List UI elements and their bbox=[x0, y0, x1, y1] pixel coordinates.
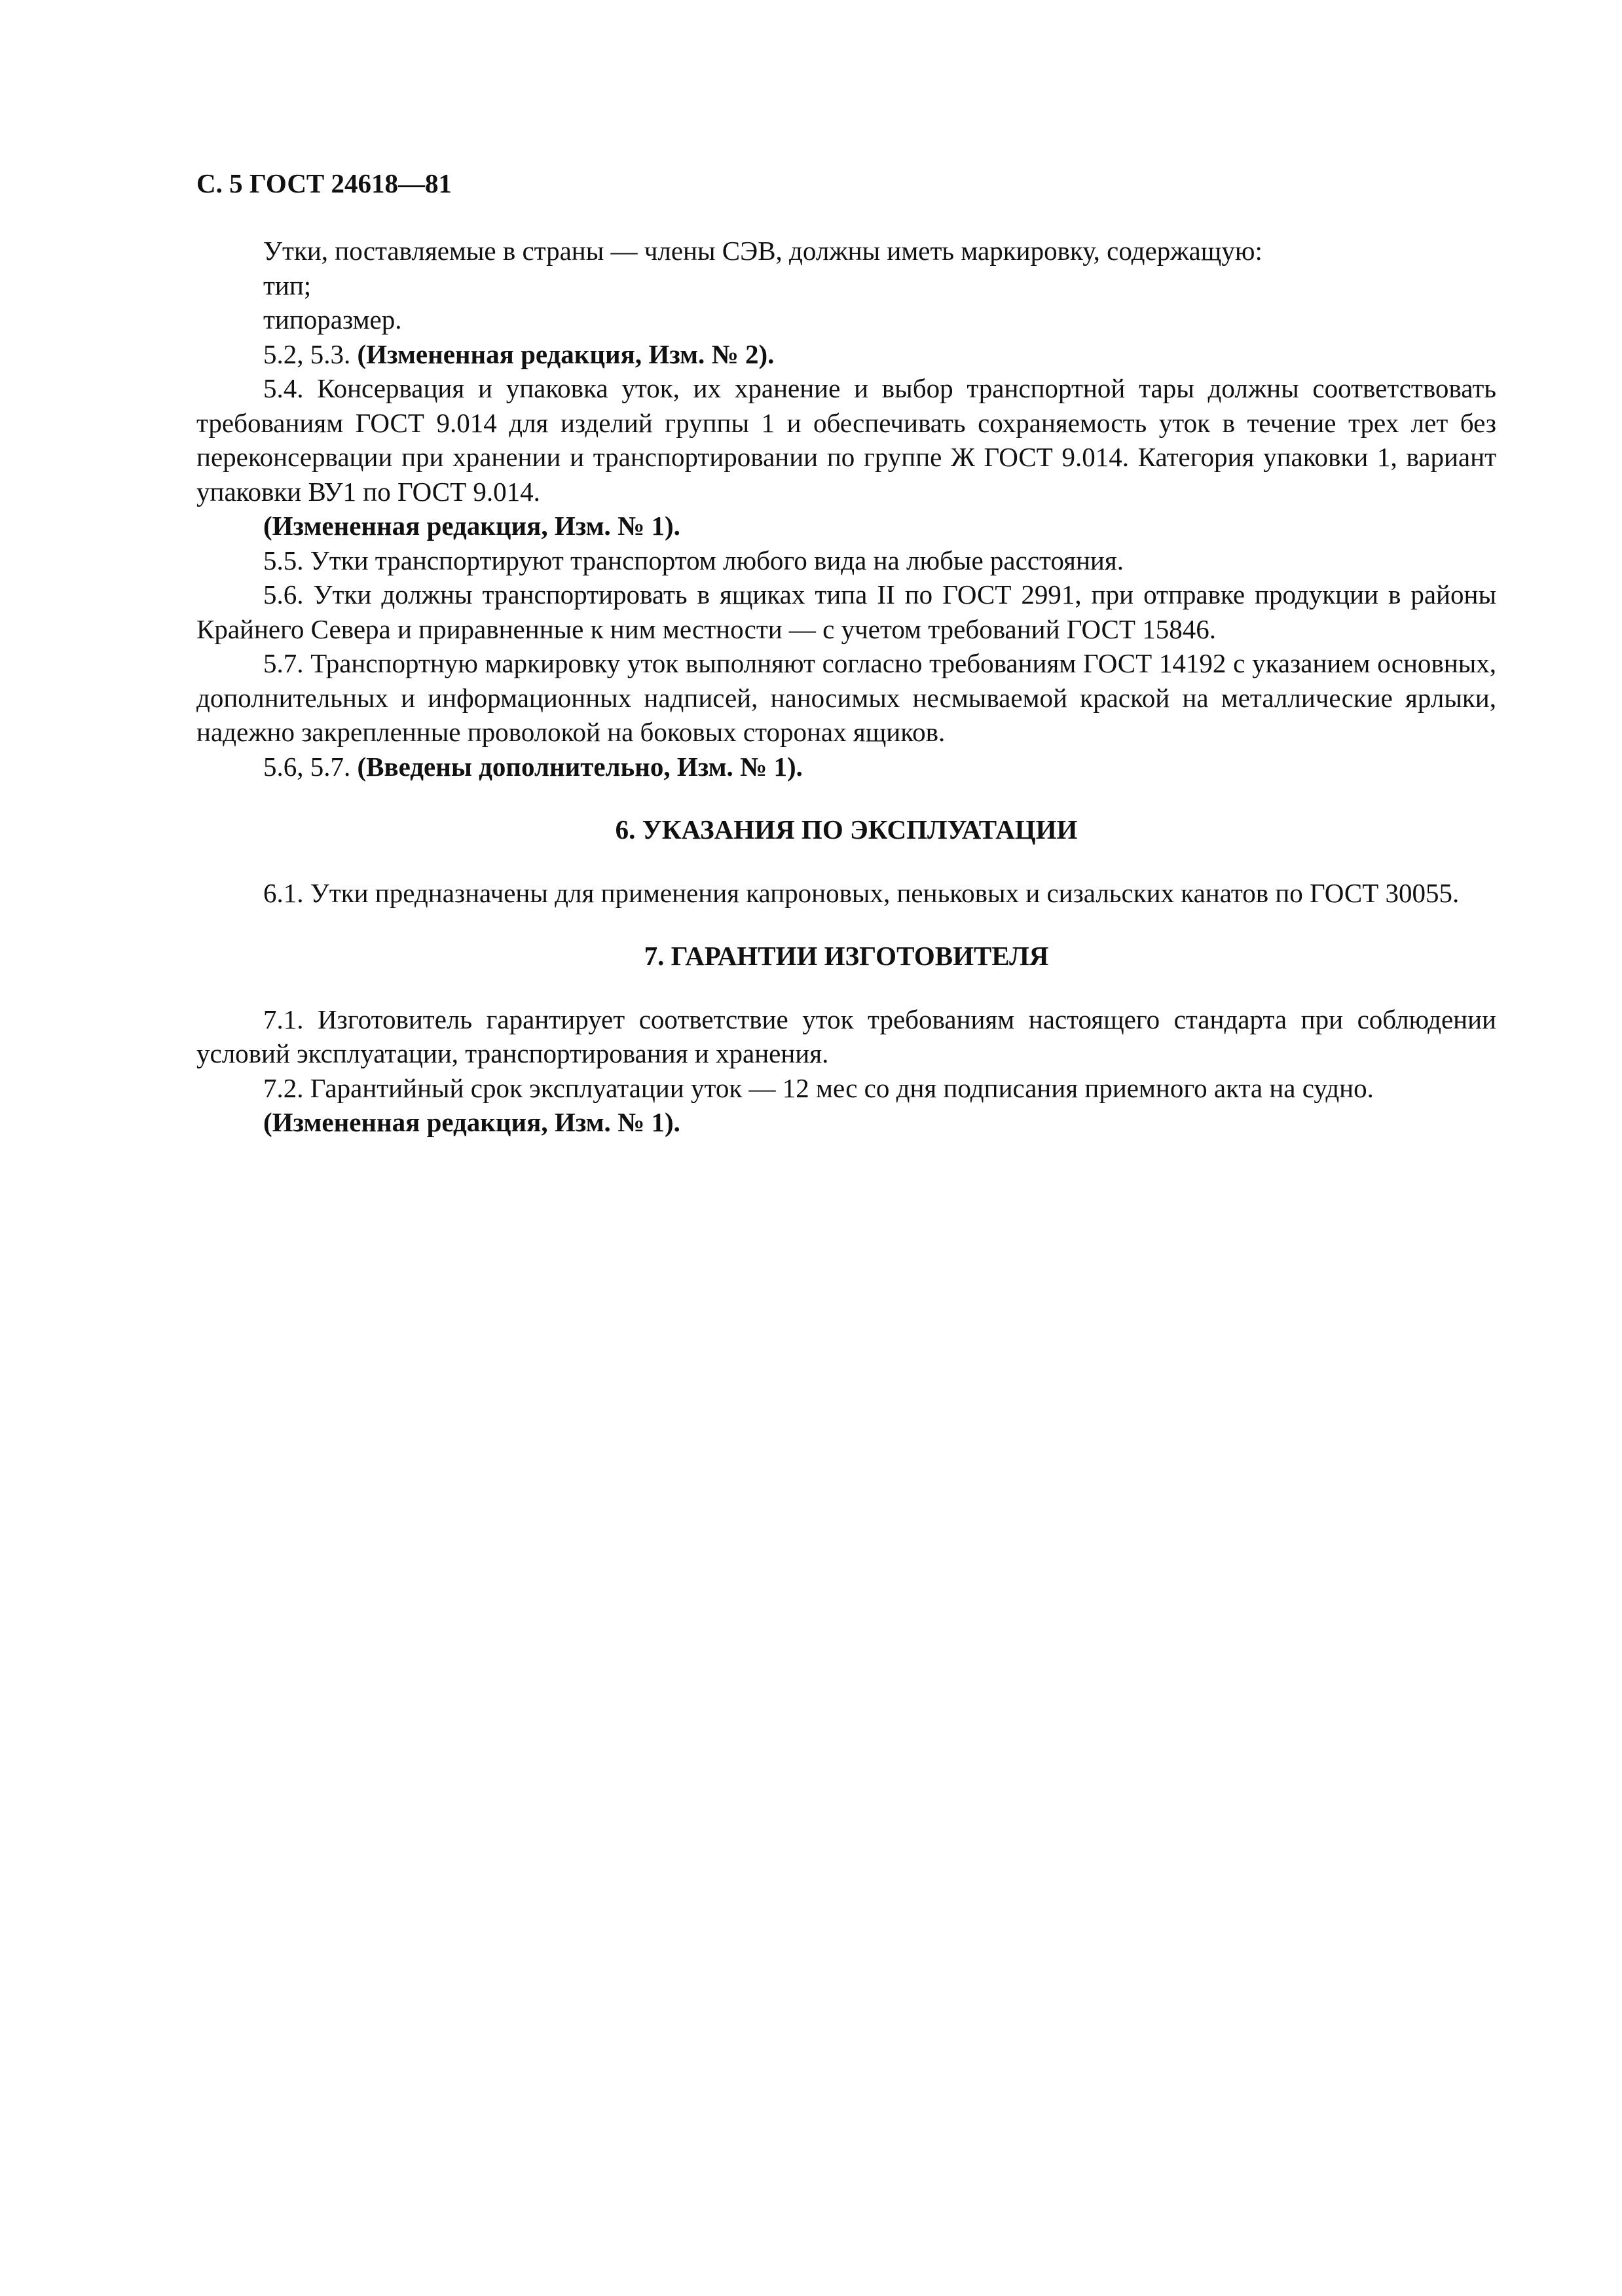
document-page bbox=[196, 0, 1496, 2296]
amendment-note-5-4: (Измененная редакция, Изм. № 1). bbox=[263, 511, 680, 541]
document-body bbox=[196, 234, 1496, 1140]
amendment-clause-numbers: 5.6, 5.7. bbox=[263, 751, 351, 782]
paragraph-5-5: 5.5. Утки транспортируют транспортом любого вида на любые расстояния. bbox=[263, 545, 1124, 575]
amendment-note-5-6 bbox=[196, 750, 1496, 784]
paragraph-size: типоразмер. bbox=[263, 304, 402, 335]
paragraph-6-1: 6.1. Утки предназначены для применения капроновых, пеньковых и сизальских канатов по ГОСТ 30055. bbox=[263, 877, 1460, 908]
amendment-clause-numbers: 5.2, 5.3. bbox=[263, 338, 351, 369]
amendment-note-5-2 bbox=[196, 337, 1496, 372]
paragraph-5-6: 5.6. Утки должны транспортировать в ящиках типа II по ГОСТ 2991, при отправке продукции в районы Крайнего Севера и приравненные к ним местности — с учетом требований ГОСТ 15846. bbox=[196, 579, 1496, 644]
paragraph-5-4: 5.4. Консервация и упаковка уток, их хранение и выбор транспортной тары должны соответствовать требованиям ГОСТ 9.014 для изделий группы 1 и обеспечивать сохраняемость уток в течение трех лет без переконсервации при хранении и транспортировании по группе Ж ГОСТ 9.014. Категория упаковки 1, вариант упаковки ВУ1 по ГОСТ 9.014. bbox=[196, 373, 1496, 507]
amendment-note-7-2: (Измененная редакция, Изм. № 1). bbox=[263, 1107, 680, 1137]
paragraph-7-2: 7.2. Гарантийный срок эксплуатации уток — 12 мес со дня подписания приемного акта на судно. bbox=[263, 1072, 1374, 1103]
amendment-text: (Измененная редакция, Изм. № 2). bbox=[357, 338, 775, 369]
amendment-text: (Введены дополнительно, Изм. № 1). bbox=[357, 751, 803, 782]
paragraph-5-7: 5.7. Транспортную маркировку уток выполняют согласно требованиям ГОСТ 14192 с указанием основных, дополнительных и информационных надписей, наносимых несмываемой краской на металлические ярлыки, надежно закрепленные проволокой на боковых сторонах ящиков. bbox=[196, 648, 1496, 747]
section-7-heading: 7. ГАРАНТИИ ИЗГОТОВИТЕЛЯ bbox=[644, 941, 1049, 971]
paragraph-marking: Утки, поставляемые в страны — члены СЭВ, должны иметь маркировку, содержащую: bbox=[263, 236, 1263, 266]
page-header: С. 5 ГОСТ 24618—81 bbox=[196, 168, 452, 198]
paragraph-type: тип; bbox=[263, 270, 312, 301]
paragraph-7-1: 7.1. Изготовитель гарантирует соответствие уток требованиям настоящего стандарта при соблюдении условий эксплуатации, транспортирования и хранения. bbox=[196, 1004, 1496, 1068]
section-6-heading: 6. УКАЗАНИЯ ПО ЭКСПЛУАТАЦИИ bbox=[615, 814, 1078, 845]
